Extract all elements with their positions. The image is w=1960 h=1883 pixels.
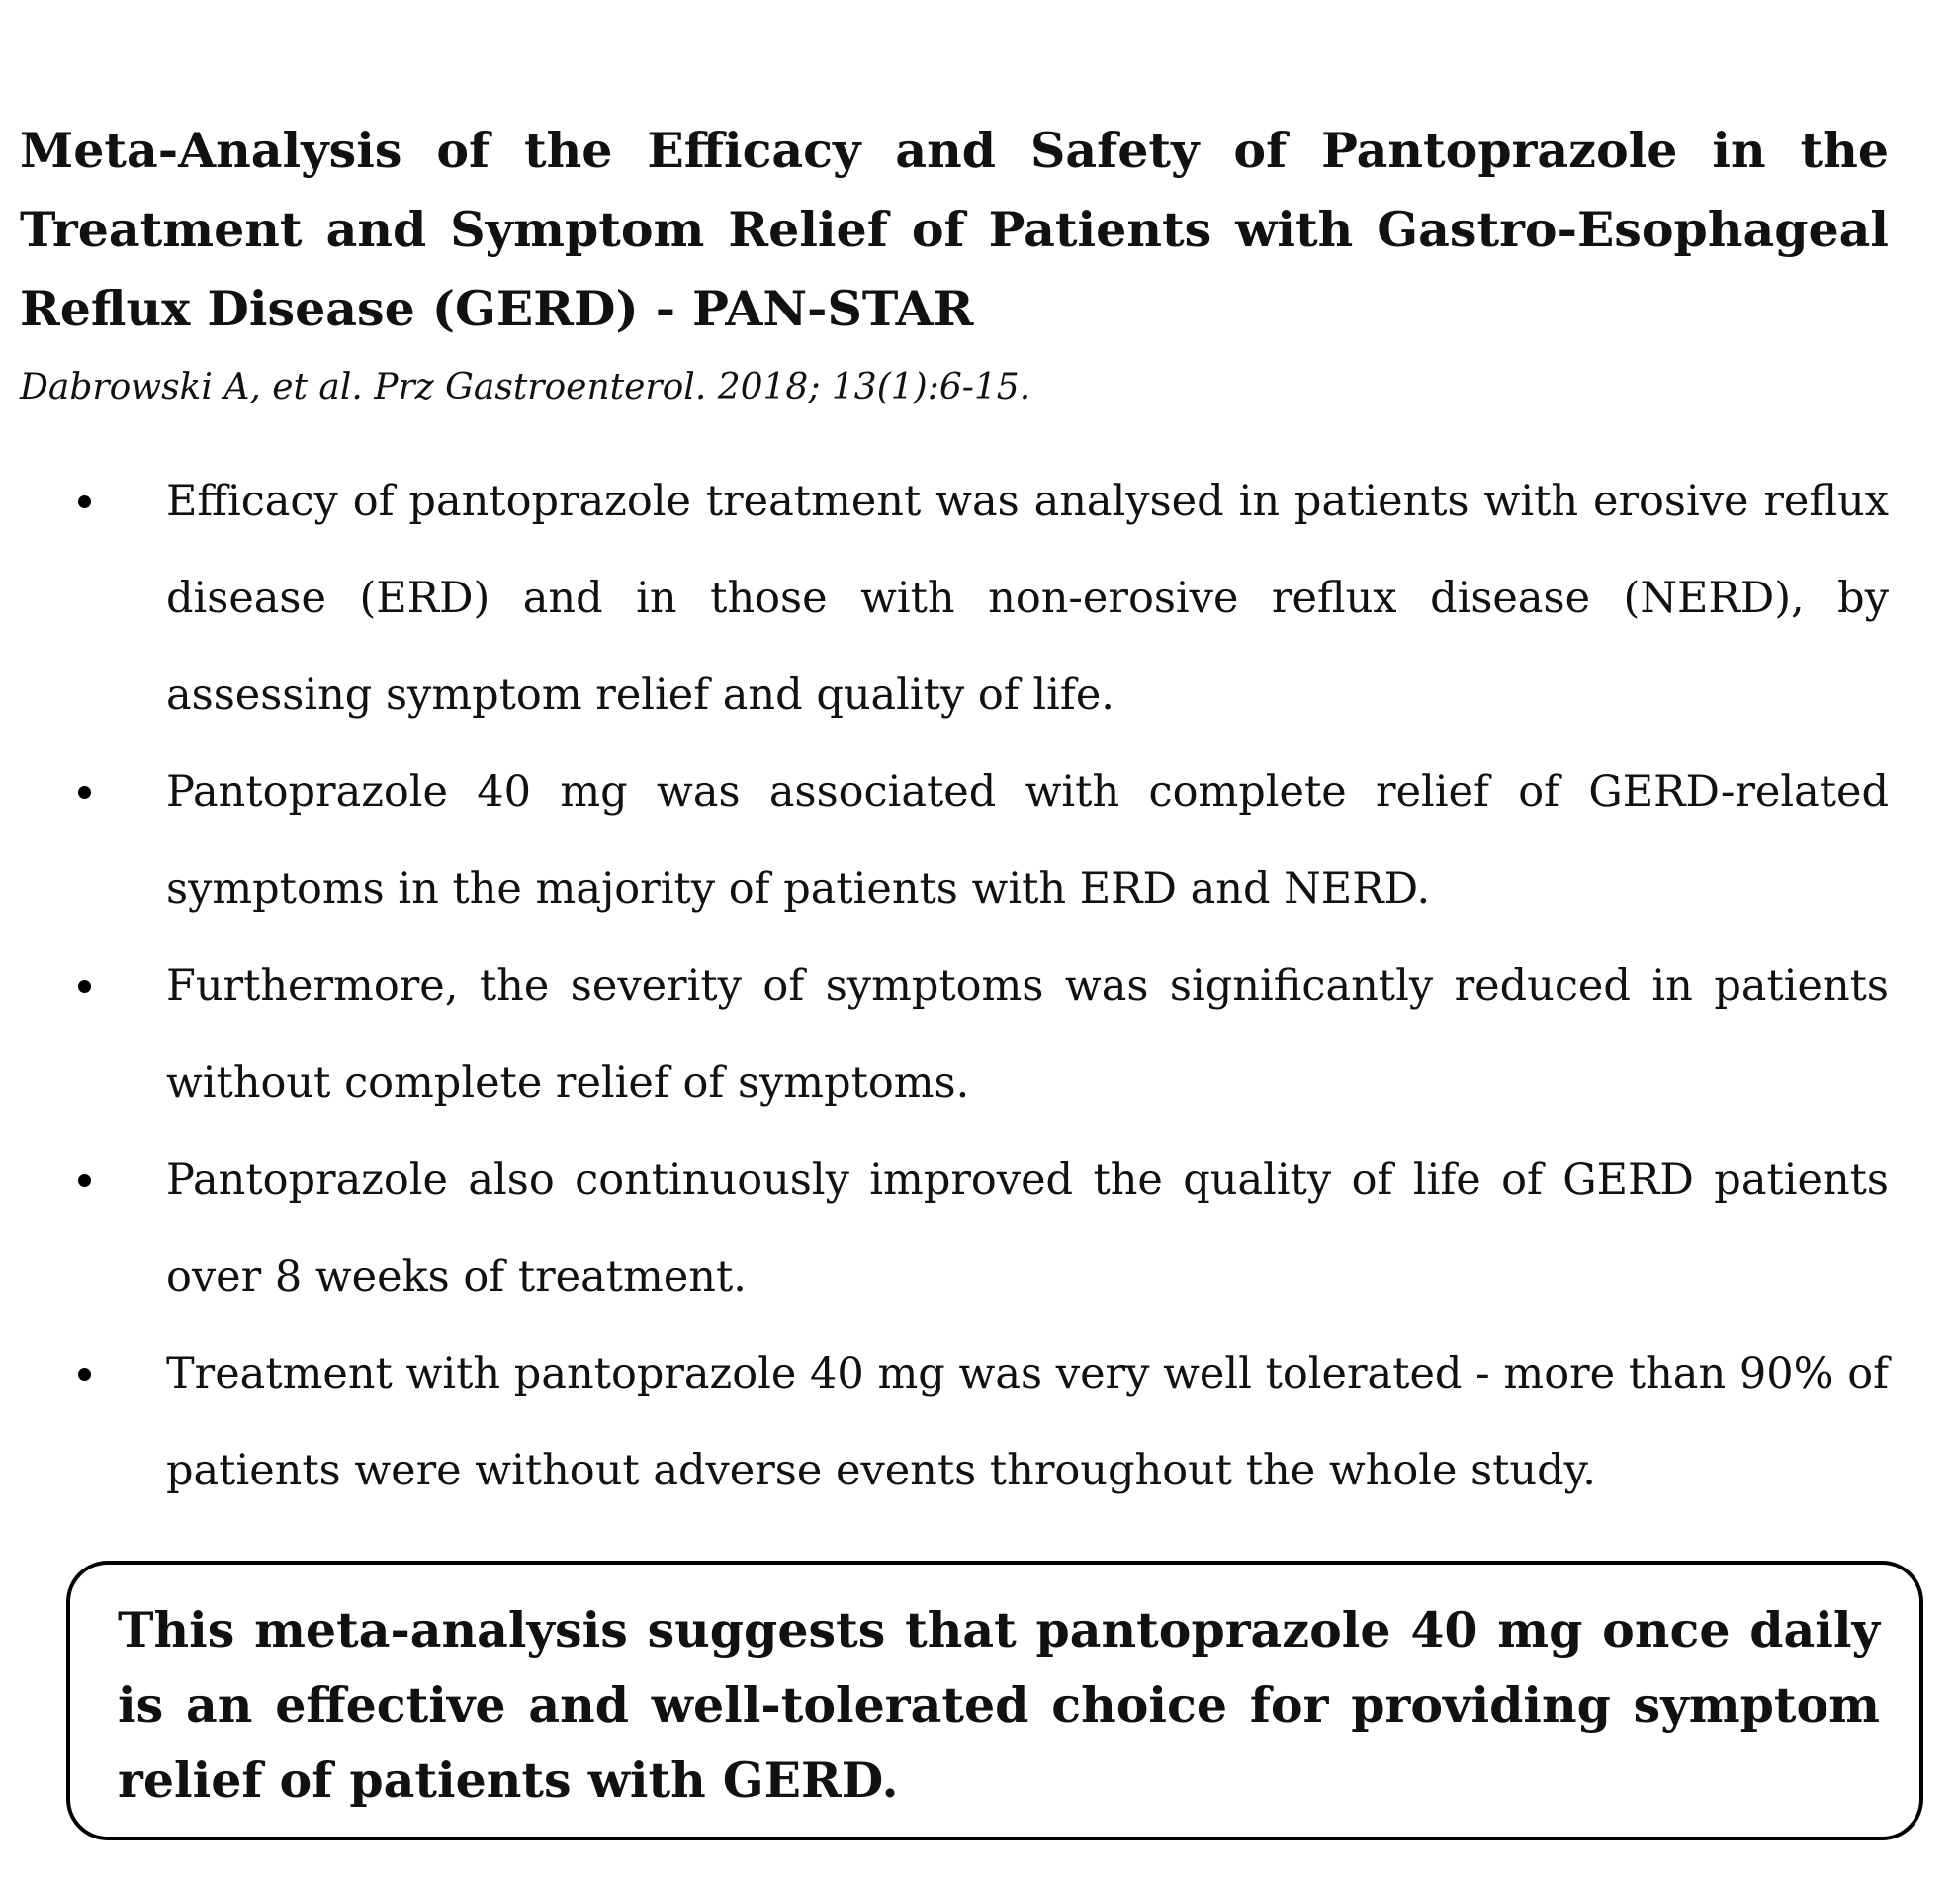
bullet-text: Pantoprazole also continuously improved the quality of life of GERD patients over 8 weeks of treatment. xyxy=(166,1155,1889,1301)
bullet-icon xyxy=(78,786,91,799)
bullet-text: Efficacy of pantoprazole treatment was analysed in patients with erosive reflux disease (ERD) and in those with non-erosive reflux disease (NERD), by assessing symptom relief and quality of life. xyxy=(166,477,1889,720)
bullet-icon xyxy=(78,495,91,508)
citation: Dabrowski A, et al. Prz Gastroenterol. 2018; 13(1):6-15. xyxy=(20,367,1031,407)
list-item xyxy=(0,744,1889,938)
list-item xyxy=(0,453,1889,744)
bullet-text: Pantoprazole 40 mg was associated with complete relief of GERD-related symptoms in the majority of patients with ERD and NERD. xyxy=(166,767,1889,914)
bullet-text: Furthermore, the severity of symptoms was significantly reduced in patients without complete relief of symptoms. xyxy=(166,961,1889,1108)
conclusion-box xyxy=(66,1561,1923,1840)
bullet-icon xyxy=(78,1368,91,1381)
list-item xyxy=(0,1325,1889,1519)
bullet-text: Treatment with pantoprazole 40 mg was very well tolerated - more than 90% of patients were without adverse events throughout the whole study. xyxy=(166,1349,1889,1495)
bullet-icon xyxy=(78,1174,91,1187)
conclusion-text: This meta-analysis suggests that pantoprazole 40 mg once daily is an effective and well-tolerated choice for providing symptom relief of patients with GERD. xyxy=(118,1601,1880,1809)
list-item xyxy=(0,1131,1889,1325)
bullet-icon xyxy=(78,980,91,993)
document-title: Meta-Analysis of the Efficacy and Safety of Pantoprazole in the Treatment and Symptom Relief of Patients with Gastro-Esophageal Reflux Disease (GERD) - PAN-STAR xyxy=(20,122,1889,337)
key-findings-list xyxy=(0,453,1960,1519)
list-item xyxy=(0,938,1889,1131)
